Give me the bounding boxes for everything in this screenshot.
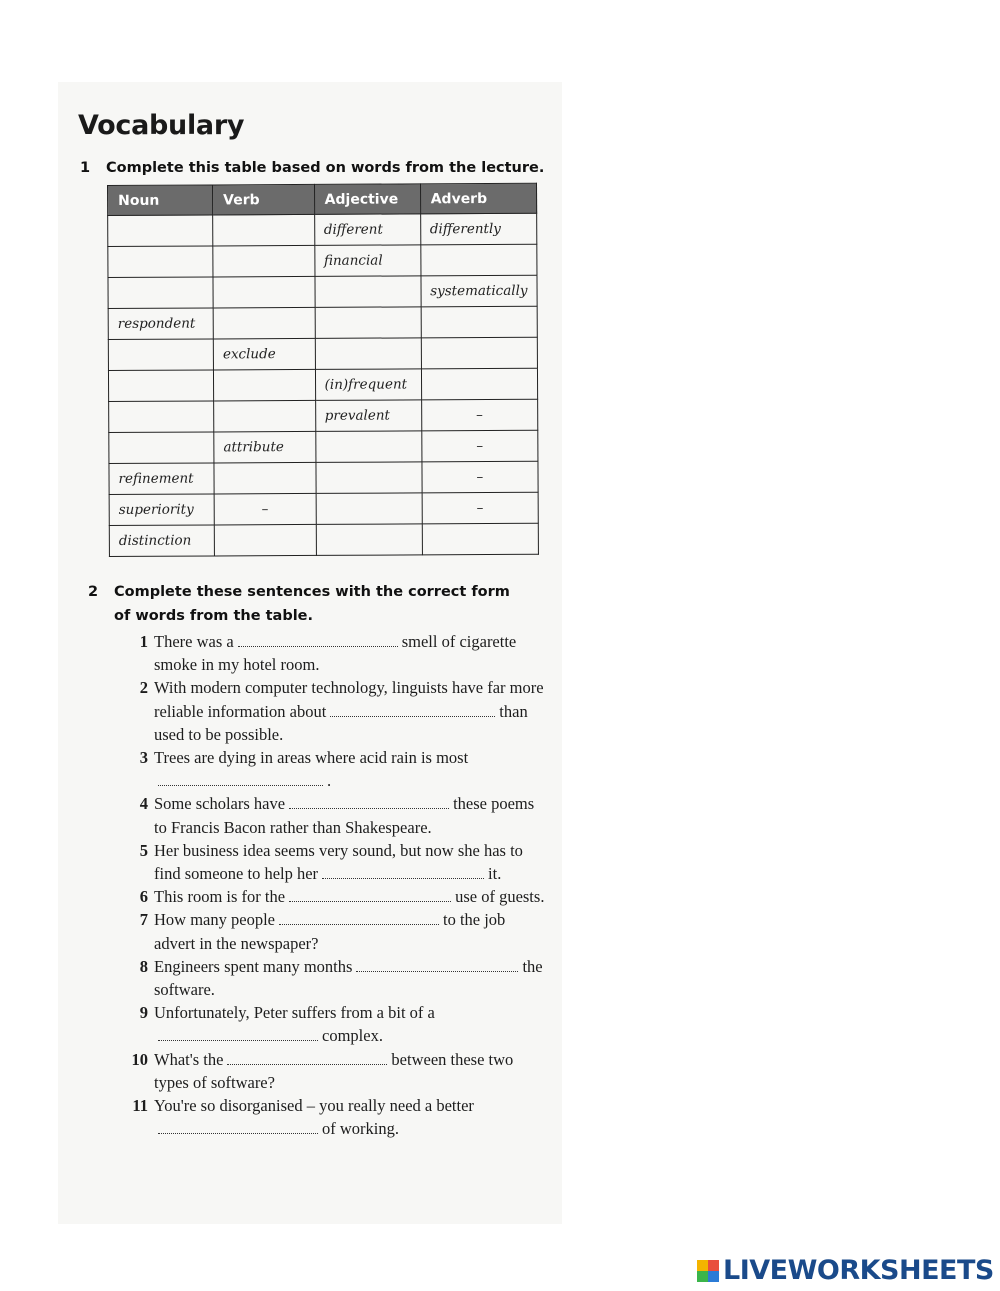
sentence-after: complex. (322, 1026, 383, 1046)
exercise-1-number: 1 (80, 160, 91, 176)
table-row (108, 275, 537, 308)
answer-blank[interactable] (227, 1052, 387, 1065)
sentence-text (154, 1094, 550, 1140)
answer-cell-noun[interactable] (109, 401, 214, 433)
answer-cell-verb[interactable] (213, 214, 315, 246)
word-cell-adverb: differently (420, 213, 537, 245)
answer-blank[interactable] (158, 1121, 318, 1134)
answer-cell-adjective[interactable] (315, 431, 421, 463)
sentence-after: it. (488, 864, 502, 884)
sentence-item (120, 746, 550, 792)
word-cell-noun: distinction (109, 525, 214, 557)
answer-cell-noun[interactable] (108, 215, 213, 247)
sentence-after: than used to be possible. (154, 701, 528, 744)
sentence-before: Her business idea seems very sound, but now she has to find someone to help her (154, 840, 523, 884)
exercise-2-instruction (88, 580, 528, 628)
word-cell-verb: attribute (214, 431, 316, 463)
answer-cell-verb[interactable] (213, 245, 315, 277)
sentence-number: 8 (139, 956, 148, 976)
logo-square (697, 1271, 708, 1282)
word-cell-adjective: different (314, 214, 420, 246)
word-cell-adverb: – (421, 430, 538, 462)
answer-cell-noun[interactable] (109, 432, 214, 464)
answer-cell-adverb[interactable] (421, 337, 538, 369)
exercise-2-number: 2 (88, 584, 99, 600)
logo-square (697, 1260, 708, 1271)
sentence-before: This room is for the (154, 887, 286, 907)
sentence-item (120, 1094, 550, 1140)
answer-cell-verb[interactable] (213, 276, 315, 308)
sentence-number: 9 (139, 1003, 148, 1023)
word-cell-noun: refinement (109, 463, 214, 495)
answer-cell-adverb[interactable] (421, 368, 538, 400)
word-cell-adjective: prevalent (315, 400, 421, 432)
sentence-after: of working. (322, 1119, 399, 1139)
answer-cell-verb[interactable] (213, 307, 315, 339)
answer-blank[interactable] (322, 866, 484, 879)
answer-blank[interactable] (158, 773, 323, 786)
table-row (108, 306, 537, 339)
answer-cell-adjective[interactable] (315, 307, 421, 339)
table-body (108, 213, 539, 556)
sentence-number: 4 (139, 794, 148, 814)
logo-mark-icon (697, 1260, 719, 1282)
table-row (108, 213, 537, 246)
table-row (108, 244, 537, 277)
sentence-before: How many people (154, 910, 275, 930)
sentence-text (154, 792, 550, 838)
sentence-after: use of guests. (455, 887, 545, 907)
sentence-number: 7 (139, 910, 148, 930)
answer-cell-adverb[interactable] (420, 244, 537, 276)
answer-cell-adjective[interactable] (316, 524, 422, 556)
sentence-text (154, 676, 550, 746)
sentence-before: With modern computer technology, linguists have far more reliable information about (154, 678, 544, 721)
table-header-row (108, 183, 537, 215)
sentence-item (120, 885, 550, 908)
page-title: Vocabulary (78, 110, 245, 141)
word-cell-adjective: financial (314, 245, 420, 277)
sentence-text (154, 839, 550, 885)
word-cell-adverb: – (422, 492, 539, 524)
sentence-text (154, 908, 550, 954)
table-row (108, 368, 537, 401)
sentence-after: between these two types of software? (154, 1049, 514, 1092)
word-cell-noun: superiority (109, 494, 214, 526)
word-cell-adverb: systematically (421, 275, 538, 307)
answer-cell-noun[interactable] (108, 339, 213, 371)
sentence-after: smell of cigarette smoke in my hotel room. (154, 632, 517, 675)
sentence-number: 10 (131, 1049, 148, 1069)
column-header-adjective: Adjective (314, 184, 420, 215)
answer-blank[interactable] (238, 634, 398, 647)
answer-blank[interactable] (158, 1028, 318, 1041)
answer-cell-adjective[interactable] (315, 338, 421, 370)
answer-blank[interactable] (289, 796, 449, 809)
word-cell-adverb: – (422, 461, 539, 493)
sentence-item (120, 1001, 550, 1047)
answer-cell-adjective[interactable] (316, 493, 422, 525)
answer-cell-noun[interactable] (108, 277, 213, 309)
sentence-text (154, 1048, 550, 1094)
column-header-verb: Verb (213, 184, 315, 215)
answer-cell-noun[interactable] (108, 246, 213, 278)
sentence-item (120, 792, 550, 838)
answer-blank[interactable] (356, 959, 518, 972)
exercise-1-instruction (80, 156, 544, 180)
exercise-1-text: Complete this table based on words from the lecture. (106, 160, 545, 176)
sentence-number: 11 (132, 1096, 148, 1116)
word-cell-verb: – (214, 493, 316, 525)
word-cell-adverb: – (421, 399, 538, 431)
sentence-number: 5 (139, 840, 148, 860)
sentence-number: 1 (139, 632, 148, 651)
table-row (109, 492, 538, 525)
sentence-number: 3 (139, 748, 148, 768)
sentence-item (120, 1048, 550, 1094)
exercise-2-text: Complete these sentences with the correct form of words from the table. (114, 584, 510, 624)
sentence-after: these poems to Francis Bacon rather than Shakespeare. (154, 794, 535, 837)
column-header-noun: Noun (108, 185, 213, 216)
answer-cell-verb[interactable] (214, 524, 316, 556)
answer-blank[interactable] (289, 889, 451, 902)
sentence-text (154, 630, 550, 676)
sentence-number: 2 (139, 678, 148, 698)
word-cell-verb: exclude (213, 338, 315, 370)
sentence-item (120, 839, 550, 885)
sentence-item (120, 955, 550, 1001)
answer-cell-adverb[interactable] (421, 306, 538, 338)
sentence-before: Engineers spent many months (154, 956, 353, 976)
sentence-item (120, 676, 550, 746)
sentence-text (154, 955, 550, 1001)
logo-square (708, 1271, 719, 1282)
sentence-after: to the job advert in the newspaper? (154, 910, 506, 953)
sentence-before: Some scholars have (154, 794, 286, 814)
sentence-after: . (327, 771, 332, 791)
word-forms-table (107, 183, 539, 557)
answer-cell-noun[interactable] (108, 370, 213, 402)
answer-cell-verb[interactable] (214, 369, 316, 401)
answer-cell-adjective[interactable] (315, 276, 421, 308)
word-cell-noun: respondent (108, 308, 213, 340)
sentence-text (154, 746, 550, 792)
sentence-number: 6 (139, 887, 148, 907)
table-row (109, 523, 538, 556)
answer-cell-verb[interactable] (214, 400, 316, 432)
liveworksheets-logo (697, 1255, 994, 1286)
sentence-item (120, 630, 550, 676)
sentence-before: There was a (154, 632, 234, 651)
sentence-text (154, 1001, 550, 1047)
sentence-text (154, 885, 550, 908)
column-header-adverb: Adverb (420, 183, 537, 214)
word-cell-adjective: (in)frequent (315, 369, 421, 401)
answer-cell-adjective[interactable] (316, 462, 422, 494)
sentence-before: You're so disorganised – you really need a better (154, 1096, 474, 1116)
sentence-before: What's the (154, 1049, 224, 1069)
sentence-item (120, 908, 550, 954)
table-row (109, 461, 538, 494)
sentence-list (120, 630, 550, 1140)
answer-blank[interactable] (279, 912, 439, 925)
logo-square (708, 1260, 719, 1271)
answer-cell-verb[interactable] (214, 462, 316, 494)
table-row (109, 430, 538, 463)
answer-blank[interactable] (330, 704, 495, 717)
logo-text: LIVEWORKSHEETS (723, 1255, 994, 1286)
table-row (108, 337, 537, 370)
sentence-before: Unfortunately, Peter suffers from a bit of a (154, 1003, 435, 1023)
table-row (109, 399, 538, 432)
sentence-before: Trees are dying in areas where acid rain is most (154, 748, 469, 768)
sentence-after: the software. (154, 956, 543, 1000)
answer-cell-adverb[interactable] (422, 523, 539, 555)
